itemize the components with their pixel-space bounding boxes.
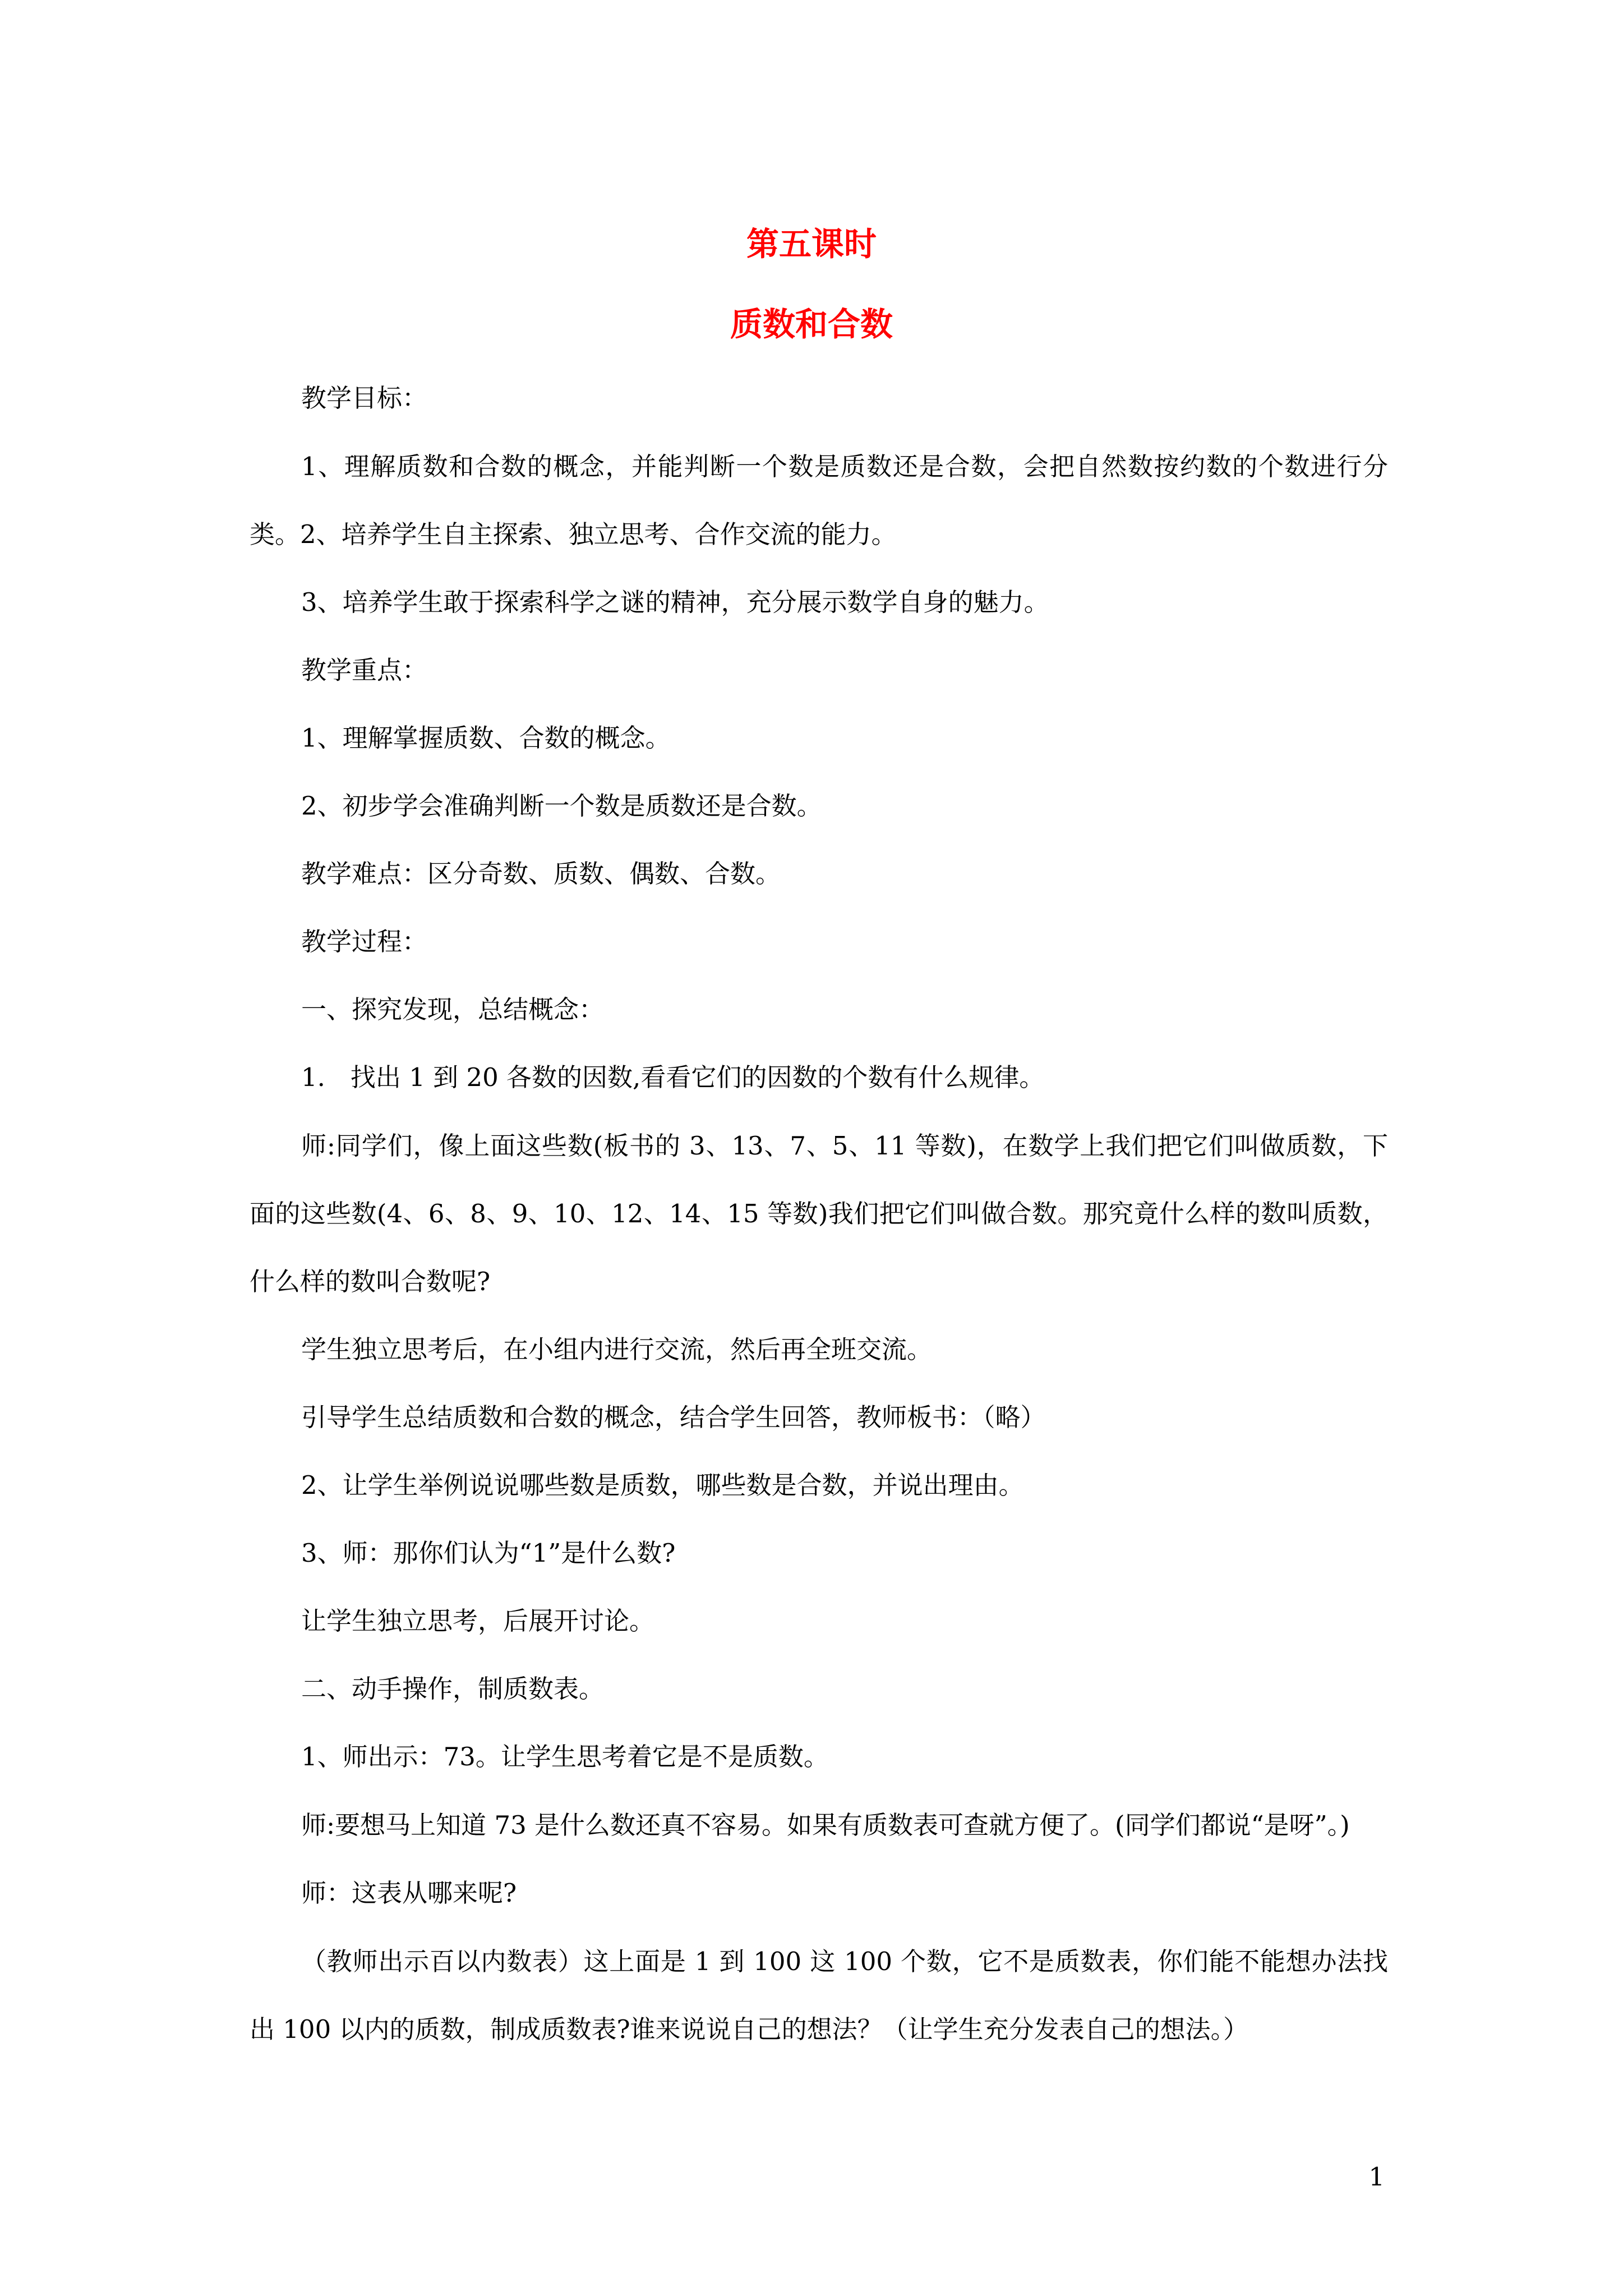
paragraph-table-origin: 师：这表从哪来呢? xyxy=(301,1878,517,1908)
paragraph-hundred-table: （教师出示百以内数表）这上面是 1 到 100 这 100 个数，它不是质数表，你们能不能想办法找出 100 以内的质数，制成质数表?谁来说说自己的想法？（让学生充分发表自己的想法。） xyxy=(250,1947,1388,2044)
paragraph-independent-thinking: 让学生独立思考，后展开讨论。 xyxy=(301,1606,655,1636)
paragraph-process-heading: 教学过程： xyxy=(301,927,428,956)
paragraph-goal-1-2: 1、理解质数和合数的概念，并能判断一个数是质数还是合数，会把自然数按约数的个数进行分类。2、培养学生自主探索、独立思考、合作交流的能力。 xyxy=(250,452,1388,549)
paragraph-teaching-goals-heading: 教学目标： xyxy=(301,383,428,413)
paragraph-step-2: 2、让学生举例说说哪些数是质数，哪些数是合数，并说出理由。 xyxy=(301,1470,1024,1500)
paragraph-key-points-heading: 教学重点： xyxy=(301,655,428,685)
paragraph-difficulty: 教学难点：区分奇数、质数、偶数、合数。 xyxy=(301,859,781,889)
page-number: 1 xyxy=(1368,2162,1385,2192)
paragraph-step-3: 3、师：那你们认为“1”是什么数? xyxy=(301,1538,676,1568)
paragraph-teacher-73: 师:要想马上知道 73 是什么数还真不容易。如果有质数表可查就方便了。(同学们都说“是呀”。) xyxy=(301,1810,1350,1840)
paragraph-key-point-2: 2、初步学会准确判断一个数是质数还是合数。 xyxy=(301,791,822,821)
paragraph-section-2-heading: 二、动手操作，制质数表。 xyxy=(301,1674,605,1704)
paragraph-show-73: 1、师出示：73。让学生思考着它是不是质数。 xyxy=(301,1742,829,1772)
paragraph-teacher-explanation: 师:同学们，像上面这些数(板书的 3、13、7、5、11 等数)，在数学上我们把它们叫做质数，下面的这些数(4、6、8、9、10、12、14、15 等数)我们把它们叫做合数。那究竟什么样的数叫质数，什么样的数叫合数呢? xyxy=(250,1131,1388,1296)
paragraph-key-point-1: 1、理解掌握质数、合数的概念。 xyxy=(301,723,671,753)
paragraph-summary: 引导学生总结质数和合数的概念，结合学生回答，教师板书：（略） xyxy=(301,1402,1046,1432)
paragraph-section-1-heading: 一、探究发现，总结概念： xyxy=(301,995,605,1024)
document-body xyxy=(250,381,1388,2081)
lesson-subtitle: 质数和合数 xyxy=(730,305,893,343)
paragraph-goal-3: 3、培养学生敢于探索科学之谜的精神，充分展示数学自身的魅力。 xyxy=(301,587,1049,617)
paragraph-step-1: 1. 找出 1 到 20 各数的因数,看看它们的因数的个数有什么规律。 xyxy=(301,1062,1045,1092)
paragraph-student-discussion: 学生独立思考后，在小组内进行交流，然后再全班交流。 xyxy=(301,1335,933,1364)
lesson-title: 第五课时 xyxy=(746,225,877,263)
